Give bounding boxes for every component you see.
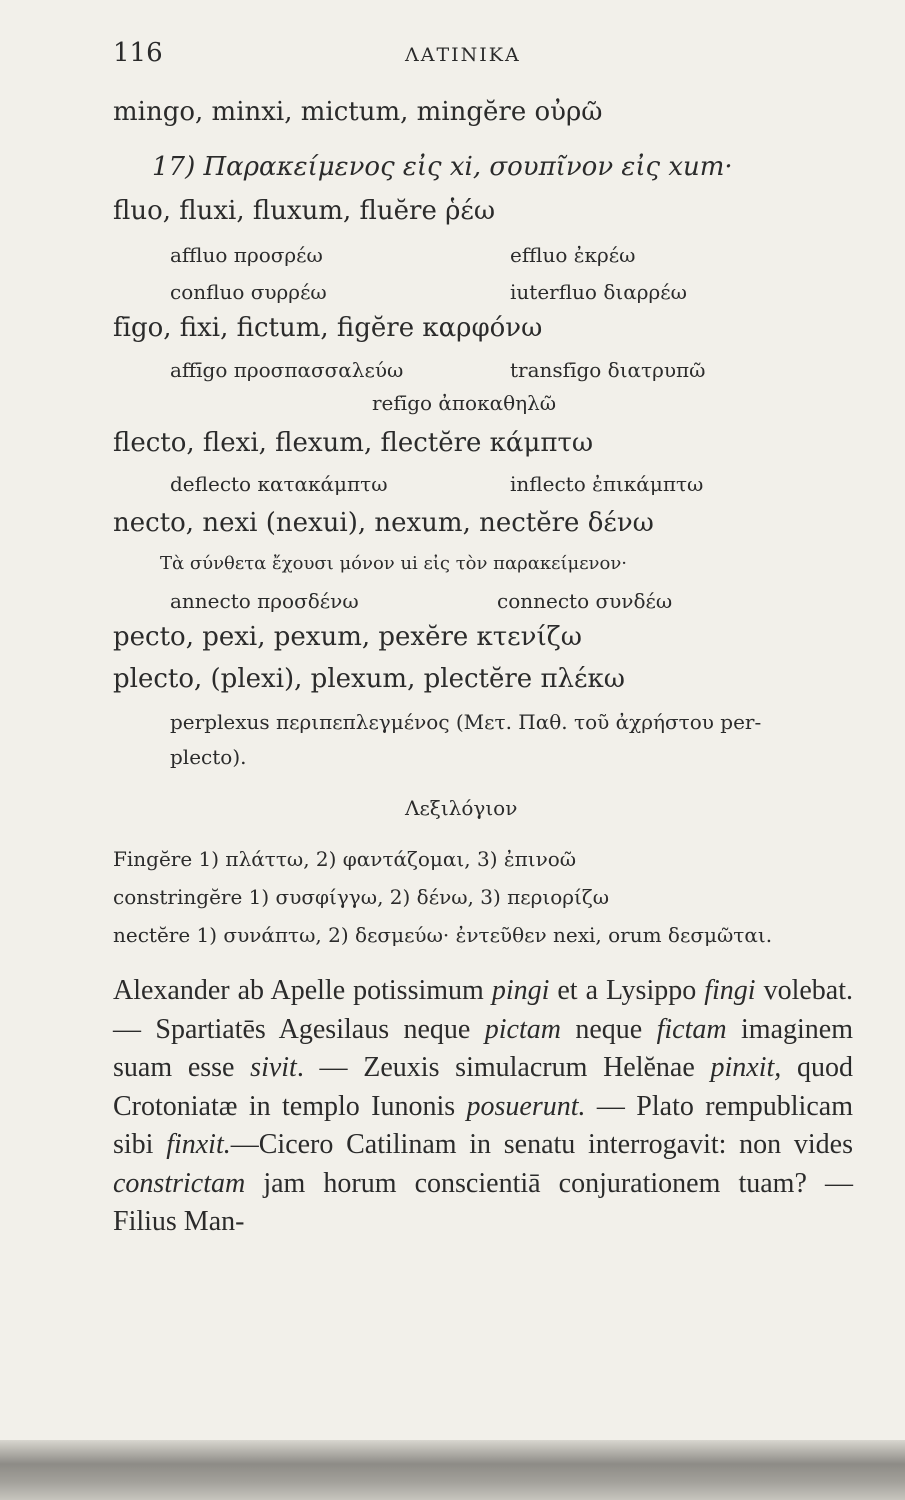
italic-word: pictam [484,1013,561,1045]
vocab-nectere: nectĕre 1) συνάπτω, 2) δεσμεύω· ἐντεῦθεν nexi, orum δεσμῶται. [113,923,773,947]
vocab-constringere: constringĕre 1) συσφίγγω, 2) δένω, 3) περιορίζω [113,885,610,909]
verb-entry-flecto: flecto, flexi, flexum, flectĕre κάμπτω [113,428,594,458]
text-run: imaginem suam esse [113,1013,853,1083]
compound-connecto: connecto συνδέω [497,589,673,613]
text-run: jam horum conscientiā conjurationem tuam? — Filius Man- [113,1167,853,1237]
compound-interfluo: iuterfluo διαρρέω [510,280,687,304]
compound-effluo: effluo ἐκρέω [510,243,636,267]
note-perplexus: perplexus περιπεπλεγμένος (Μετ. Παθ. τοῦ ἀχρήστου per- [170,710,762,734]
vocabulary-heading: Λεξιλόγιον [405,796,518,820]
section-heading-17: 17) Παρακείμενος εἰς xi, σουπῖνον εἰς xum· [152,152,733,182]
italic-word: sivit [250,1052,297,1083]
text-run: —Cicero Catilinam in senatu interrogavit: non vides [230,1129,853,1160]
text-run: — Plato rempublicam sibi [113,1090,853,1160]
text-run: neque [560,1013,657,1045]
compound-refigo: refīgo ἀποκαθηλῶ [372,391,557,415]
page-number: 116 [113,38,163,68]
italic-word: posuerunt. [466,1090,586,1122]
italic-word: pinxit, [710,1052,782,1083]
italic-word: fictam [656,1013,727,1045]
note-compounds: Τὰ σύνθετα ἔχουσι μόνον ui εἰς τὸν παρακείμενον· [160,553,627,574]
italic-word: pingi [491,975,550,1006]
compound-affluo: affluo προσρέω [170,243,323,267]
italic-word: finxit. [166,1129,231,1160]
italic-word: constrictam [113,1167,246,1199]
text-run: Alexander ab Apelle potissimum [113,975,492,1006]
compound-affigo: affīgo προσπασσαλεύω [170,358,404,382]
italic-word: fingi [704,975,756,1006]
verb-entry-figo: fīgo, fixi, fictum, figĕre καρφόνω [113,313,543,343]
verb-entry-plecto: plecto, (plexi), plexum, plectĕre πλέκω [113,664,625,694]
verb-entry-pecto: pecto, pexi, pexum, pexĕre κτενίζω [113,622,582,652]
text-run: et a Lysippo [549,975,705,1006]
verb-entry-fluo: fluo, fluxi, fluxum, fluĕre ῥέω [113,196,496,226]
running-title: ΛΑΤΙΝΙΚΑ [405,44,521,66]
text-run: volebat. — Spartiatēs Agesilaus neque [113,975,853,1045]
text-run: . — Zeuxis simulacrum Helĕnae [296,1052,711,1083]
compound-transfigo: transfīgo διατρυπῶ [510,358,706,382]
verb-entry-necto: necto, nexi (nexui), nexum, nectĕre δένω [113,508,654,538]
compound-inflecto: inflecto ἐπικάμπτω [510,472,704,496]
text-run: quod Crotoniatæ in templo Iunonis [113,1052,853,1122]
note-perplexus-cont: plecto). [170,745,247,769]
compound-confluo: confluo συρρέω [170,280,327,304]
compound-annecto: annecto προσδένω [170,589,359,613]
scan-bottom-edge [0,1440,905,1500]
verb-entry-mingo: mingo, minxi, mictum, mingĕre οὐρῶ [113,97,603,127]
compound-deflecto: deflecto κατακάμπτω [170,472,388,496]
vocab-fingere: Fingĕre 1) πλάττω, 2) φαντάζομαι, 3) ἐπινοῶ [113,847,577,871]
latin-exercise-paragraph [113,972,853,1242]
